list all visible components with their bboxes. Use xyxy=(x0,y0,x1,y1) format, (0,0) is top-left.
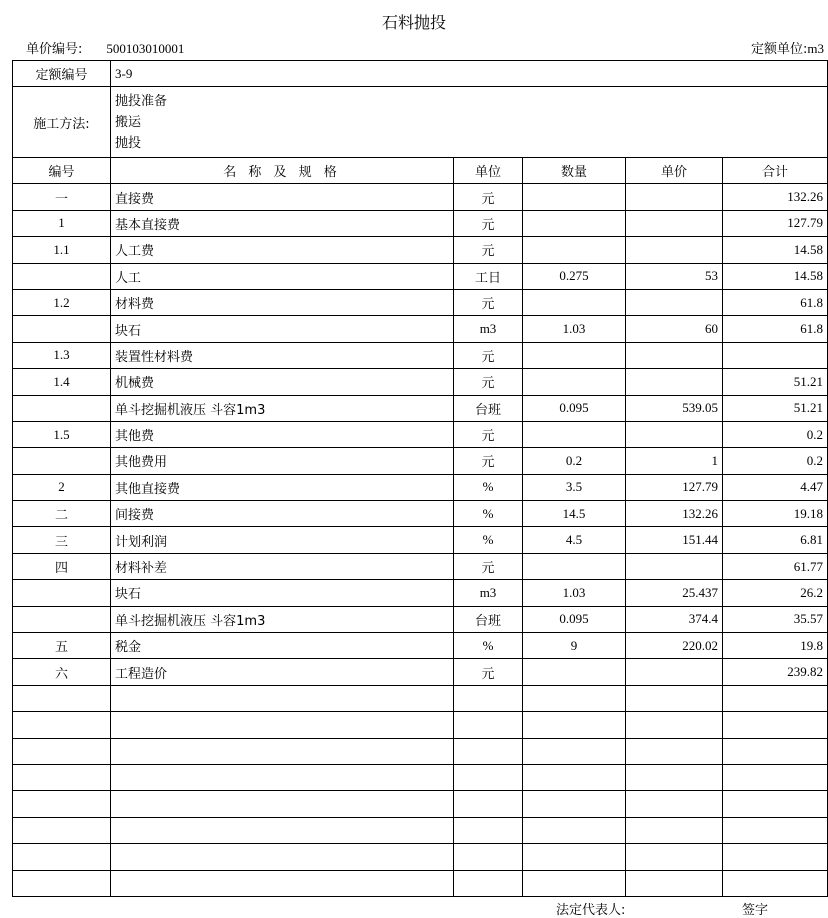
empty-cell xyxy=(13,712,111,738)
empty-row xyxy=(13,791,828,817)
row-no: 四 xyxy=(13,553,111,579)
row-total: 0.2 xyxy=(723,448,828,474)
quota-unit-label: 定额单位: xyxy=(750,42,808,57)
empty-cell xyxy=(454,870,523,896)
row-price xyxy=(626,421,723,447)
table-row xyxy=(13,210,828,236)
empty-cell xyxy=(626,817,723,843)
header-price: 单价 xyxy=(626,158,723,184)
row-unit: 元 xyxy=(454,210,523,236)
quota-no-row xyxy=(13,61,828,87)
empty-cell xyxy=(111,844,454,870)
row-unit: 元 xyxy=(454,237,523,263)
row-unit: m3 xyxy=(454,580,523,606)
table-row xyxy=(13,184,828,210)
row-unit: % xyxy=(454,527,523,553)
row-no: 六 xyxy=(13,659,111,685)
row-total: 239.82 xyxy=(723,659,828,685)
row-qty xyxy=(523,659,626,685)
empty-cell xyxy=(523,712,626,738)
row-total: 6.81 xyxy=(723,527,828,553)
row-total: 35.57 xyxy=(723,606,828,632)
row-no: 一 xyxy=(13,184,111,210)
row-total: 132.26 xyxy=(723,184,828,210)
row-qty xyxy=(523,369,626,395)
row-unit: 台班 xyxy=(454,606,523,632)
table-row xyxy=(13,633,828,659)
row-name: 单斗挖掘机液压 斗容1m3 xyxy=(111,606,454,632)
empty-cell xyxy=(523,685,626,711)
row-unit: m3 xyxy=(454,316,523,342)
row-unit: 元 xyxy=(454,184,523,210)
row-name: 块石 xyxy=(111,316,454,342)
row-total: 14.58 xyxy=(723,263,828,289)
row-unit: 元 xyxy=(454,342,523,368)
row-name: 直接费 xyxy=(111,184,454,210)
table-row xyxy=(13,501,828,527)
row-qty: 1.03 xyxy=(523,316,626,342)
row-name: 工程造价 xyxy=(111,659,454,685)
header-unit: 单位 xyxy=(454,158,523,184)
empty-cell xyxy=(454,817,523,843)
row-total: 61.8 xyxy=(723,289,828,315)
row-name: 机械费 xyxy=(111,369,454,395)
method-step: 搬运 xyxy=(115,114,142,130)
row-unit: 工日 xyxy=(454,263,523,289)
row-no xyxy=(13,316,111,342)
row-unit: 元 xyxy=(454,659,523,685)
row-qty xyxy=(523,553,626,579)
footer-sign: 签字 xyxy=(742,903,769,918)
row-price xyxy=(626,184,723,210)
quota-unit xyxy=(751,38,824,57)
empty-cell xyxy=(523,764,626,790)
row-price: 1 xyxy=(626,448,723,474)
empty-cell xyxy=(13,844,111,870)
table-row xyxy=(13,448,828,474)
row-price: 60 xyxy=(626,316,723,342)
empty-cell xyxy=(111,764,454,790)
empty-cell xyxy=(523,844,626,870)
quota-no-value: 3-9 xyxy=(111,61,828,87)
empty-cell xyxy=(454,712,523,738)
table-row xyxy=(13,237,828,263)
row-total: 19.18 xyxy=(723,501,828,527)
row-total: 51.21 xyxy=(723,395,828,421)
row-unit: 元 xyxy=(454,553,523,579)
row-price xyxy=(626,369,723,395)
row-unit: % xyxy=(454,633,523,659)
empty-cell xyxy=(454,844,523,870)
empty-cell xyxy=(723,712,828,738)
empty-row xyxy=(13,870,828,896)
row-no: 1.4 xyxy=(13,369,111,395)
row-unit: 元 xyxy=(454,289,523,315)
empty-cell xyxy=(626,844,723,870)
table-row xyxy=(13,263,828,289)
row-qty xyxy=(523,421,626,447)
empty-cell xyxy=(626,712,723,738)
table-row xyxy=(13,606,828,632)
empty-cell xyxy=(454,791,523,817)
row-no: 三 xyxy=(13,527,111,553)
page-title: 石料抛投 xyxy=(381,13,446,32)
empty-cell xyxy=(454,764,523,790)
row-price: 127.79 xyxy=(626,474,723,500)
row-name: 计划利润 xyxy=(111,527,454,553)
row-price xyxy=(626,210,723,236)
footer-legal-rep: 法定代表人: xyxy=(556,903,626,918)
empty-cell xyxy=(13,817,111,843)
header-total: 合计 xyxy=(723,158,828,184)
row-name: 其他直接费 xyxy=(111,474,454,500)
row-price xyxy=(626,342,723,368)
row-total: 61.77 xyxy=(723,553,828,579)
row-no xyxy=(13,395,111,421)
table-row xyxy=(13,659,828,685)
quota-no-label: 定额编号 xyxy=(13,61,111,87)
empty-cell xyxy=(523,870,626,896)
table-row xyxy=(13,316,828,342)
empty-row xyxy=(13,685,828,711)
row-no: 2 xyxy=(13,474,111,500)
row-qty xyxy=(523,289,626,315)
row-qty: 9 xyxy=(523,633,626,659)
row-qty xyxy=(523,342,626,368)
row-qty xyxy=(523,237,626,263)
row-price: 53 xyxy=(626,263,723,289)
row-name: 其他费用 xyxy=(111,448,454,474)
row-total: 61.8 xyxy=(723,316,828,342)
empty-row xyxy=(13,817,828,843)
empty-cell xyxy=(523,817,626,843)
row-price: 374.4 xyxy=(626,606,723,632)
empty-row xyxy=(13,844,828,870)
row-qty: 3.5 xyxy=(523,474,626,500)
empty-cell xyxy=(13,791,111,817)
row-no: 五 xyxy=(13,633,111,659)
empty-cell xyxy=(723,844,828,870)
row-no: 1.3 xyxy=(13,342,111,368)
row-unit: 台班 xyxy=(454,395,523,421)
table-row xyxy=(13,474,828,500)
empty-cell xyxy=(626,738,723,764)
unit-price-code-value: 500103010001 xyxy=(106,41,185,56)
row-name: 税金 xyxy=(111,633,454,659)
row-total: 51.21 xyxy=(723,369,828,395)
empty-cell xyxy=(111,685,454,711)
empty-cell xyxy=(723,764,828,790)
row-qty xyxy=(523,210,626,236)
row-price: 151.44 xyxy=(626,527,723,553)
row-price xyxy=(626,237,723,263)
table-row xyxy=(13,369,828,395)
row-name: 间接费 xyxy=(111,501,454,527)
unit-price-code xyxy=(26,38,184,57)
quota-unit-value: m3 xyxy=(807,41,824,56)
row-name: 材料费 xyxy=(111,289,454,315)
row-qty: 0.095 xyxy=(523,395,626,421)
row-qty: 0.095 xyxy=(523,606,626,632)
header-name: 名 称 及 规 格 xyxy=(111,158,454,184)
empty-cell xyxy=(723,685,828,711)
row-no xyxy=(13,580,111,606)
row-price: 220.02 xyxy=(626,633,723,659)
row-qty xyxy=(523,184,626,210)
row-price: 132.26 xyxy=(626,501,723,527)
empty-cell xyxy=(13,870,111,896)
empty-cell xyxy=(523,791,626,817)
row-price xyxy=(626,289,723,315)
empty-cell xyxy=(13,685,111,711)
method-step: 抛投 xyxy=(115,135,142,151)
empty-cell xyxy=(723,817,828,843)
method-row xyxy=(13,87,828,158)
row-total: 26.2 xyxy=(723,580,828,606)
empty-row xyxy=(13,764,828,790)
row-total: 19.8 xyxy=(723,633,828,659)
empty-cell xyxy=(723,738,828,764)
row-price: 25.437 xyxy=(626,580,723,606)
row-name: 人工费 xyxy=(111,237,454,263)
row-no: 1.5 xyxy=(13,421,111,447)
row-no: 1 xyxy=(13,210,111,236)
row-total: 4.47 xyxy=(723,474,828,500)
row-unit: % xyxy=(454,474,523,500)
row-price: 539.05 xyxy=(626,395,723,421)
table-row xyxy=(13,580,828,606)
empty-cell xyxy=(626,791,723,817)
row-no: 二 xyxy=(13,501,111,527)
empty-row xyxy=(13,738,828,764)
empty-cell xyxy=(723,791,828,817)
empty-cell xyxy=(723,870,828,896)
table-row xyxy=(13,553,828,579)
row-no: 1.1 xyxy=(13,237,111,263)
empty-cell xyxy=(13,738,111,764)
row-name: 材料补差 xyxy=(111,553,454,579)
method-label: 施工方法: xyxy=(13,87,111,158)
row-no: 1.2 xyxy=(13,289,111,315)
row-unit: 元 xyxy=(454,369,523,395)
method-step: 抛投准备 xyxy=(115,93,168,109)
row-qty: 1.03 xyxy=(523,580,626,606)
empty-cell xyxy=(523,738,626,764)
empty-cell xyxy=(13,764,111,790)
row-qty: 14.5 xyxy=(523,501,626,527)
row-no xyxy=(13,606,111,632)
row-name: 基本直接费 xyxy=(111,210,454,236)
method-steps xyxy=(111,87,828,158)
empty-cell xyxy=(111,791,454,817)
empty-cell xyxy=(626,870,723,896)
header-qty: 数量 xyxy=(523,158,626,184)
table-row xyxy=(13,527,828,553)
empty-cell xyxy=(626,685,723,711)
empty-cell xyxy=(626,764,723,790)
row-total: 0.2 xyxy=(723,421,828,447)
empty-cell xyxy=(111,870,454,896)
row-price xyxy=(626,553,723,579)
row-qty: 0.275 xyxy=(523,263,626,289)
empty-row xyxy=(13,712,828,738)
row-name: 人工 xyxy=(111,263,454,289)
row-qty: 0.2 xyxy=(523,448,626,474)
row-name: 块石 xyxy=(111,580,454,606)
header-no: 编号 xyxy=(13,158,111,184)
row-total xyxy=(723,342,828,368)
row-qty: 4.5 xyxy=(523,527,626,553)
table-row xyxy=(13,342,828,368)
row-total: 127.79 xyxy=(723,210,828,236)
row-unit: 元 xyxy=(454,448,523,474)
row-unit: 元 xyxy=(454,421,523,447)
row-name: 装置性材料费 xyxy=(111,342,454,368)
empty-cell xyxy=(111,738,454,764)
empty-cell xyxy=(454,738,523,764)
table-row xyxy=(13,289,828,315)
row-name: 其他费 xyxy=(111,421,454,447)
unit-price-code-label: 单价编号: xyxy=(26,42,83,57)
table-row xyxy=(13,395,828,421)
row-total: 14.58 xyxy=(723,237,828,263)
header-row xyxy=(13,158,828,184)
row-name: 单斗挖掘机液压 斗容1m3 xyxy=(111,395,454,421)
cost-table xyxy=(12,60,828,897)
empty-cell xyxy=(111,712,454,738)
row-price xyxy=(626,659,723,685)
row-unit: % xyxy=(454,501,523,527)
row-no xyxy=(13,263,111,289)
empty-cell xyxy=(111,817,454,843)
empty-cell xyxy=(454,685,523,711)
row-no xyxy=(13,448,111,474)
table-row xyxy=(13,421,828,447)
